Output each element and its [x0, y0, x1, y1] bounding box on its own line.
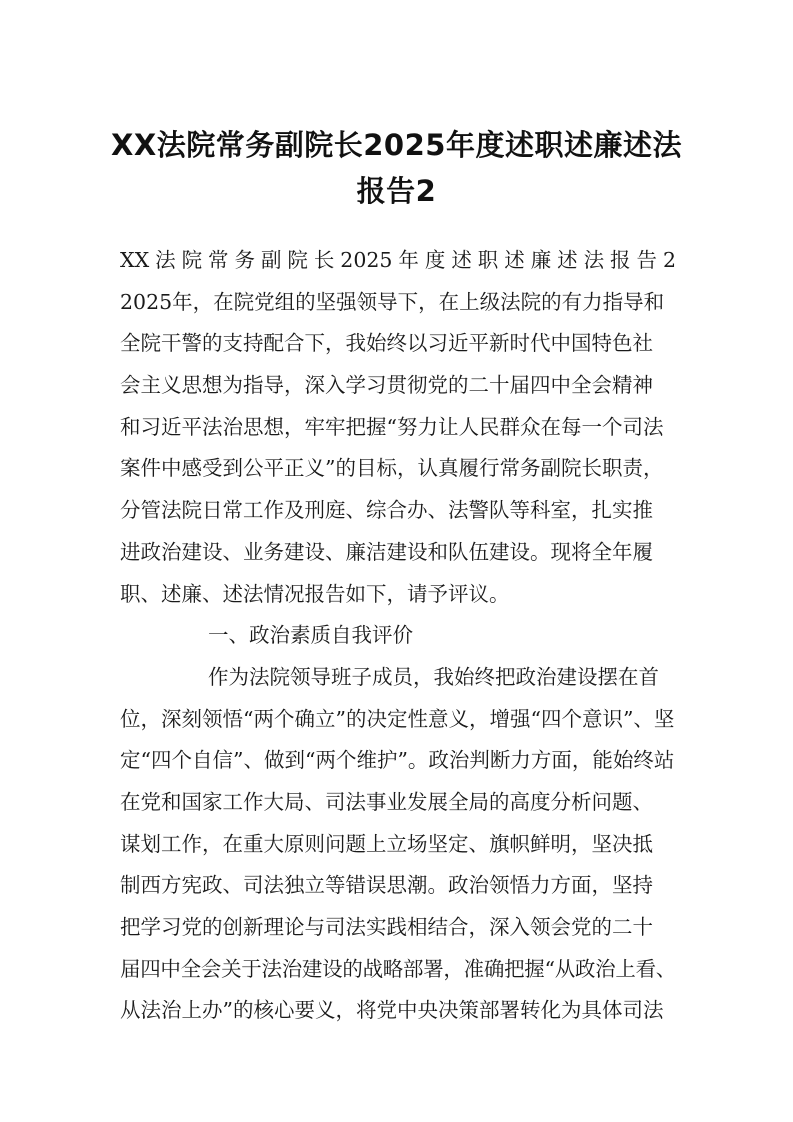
intro-line: XX法院常务副院长2025年度述职述廉述法报告2	[120, 248, 676, 272]
intro-line: 和习近平法治思想，牢牢把握“努力让人民群众在每一个司法	[120, 414, 664, 439]
section-line: 谋划工作，在重大原则问题上立场坚定、旗帜鲜明，坚决抵	[120, 831, 653, 856]
document-title-line-1: XX法院常务副院长2025年度述职述廉述法	[111, 128, 682, 162]
section-line: 位，深刻领悟“两个确立”的决定性意义，增强“四个意识”、坚	[120, 706, 675, 731]
section-line: 届四中全会关于法治建设的战略部署，准确把握“从政治上看、	[120, 956, 676, 981]
intro-line: 案件中感受到公平正义”的目标，认真履行常务副院长职责，	[120, 456, 664, 481]
section-heading: 一、政治素质自我评价	[208, 623, 413, 648]
intro-line: 全院干警的支持配合下，我始终以习近平新时代中国特色社	[120, 331, 653, 356]
intro-line: 会主义思想为指导，深入学习贯彻党的二十届四中全会精神	[120, 373, 653, 398]
section-line: 作为法院领导班子成员，我始终把政治建设摆在首	[208, 664, 659, 689]
section-line: 把学习党的创新理论与司法实践相结合，深入领会党的二十	[120, 915, 653, 939]
intro-line: 进政治建设、业务建设、廉洁建设和队伍建设。现将全年履	[120, 539, 653, 564]
intro-line: 2025年，在院党组的坚强领导下，在上级法院的有力指导和	[120, 289, 665, 314]
section-line: 定“四个自信”、做到“两个维护”。政治判断力方面，能始终站	[120, 748, 675, 773]
document-title-line-2: 报告2	[356, 174, 437, 208]
document-body	[120, 240, 676, 1032]
intro-line: 分管法院日常工作及刑庭、综合办、法警队等科室，扎实推	[120, 498, 653, 523]
section-line: 在党和国家工作大局、司法事业发展全局的高度分析问题、	[120, 789, 653, 814]
section-line: 制西方宪政、司法独立等错误思潮。政治领悟力方面，坚持	[120, 873, 653, 898]
section-line: 从法治上办”的核心要义，将党中央决策部署转化为具体司法	[120, 998, 664, 1023]
intro-line: 职、述廉、述法情况报告如下，请予评议。	[120, 581, 510, 606]
